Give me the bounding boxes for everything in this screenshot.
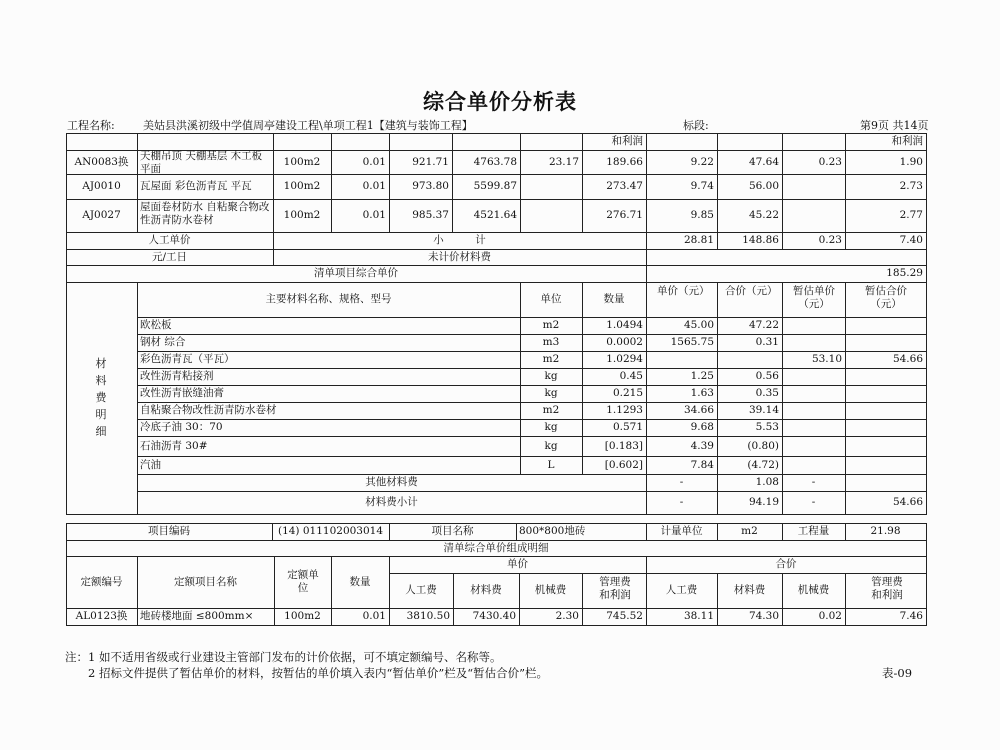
project-name: 美姑县洪溪初级中学值周亭建设工程\单项工程1【建筑与装饰工程】 [143,119,473,132]
materials-subtotal-est-amount: 54.66 [892,496,923,508]
material-price: 34.66 [683,404,714,416]
unit-mgmt: 276.71 [606,209,643,221]
unit-mgmt: 745.52 [606,610,643,622]
material-amount: 47.22 [748,319,779,331]
materials-subtotal-price: - [679,496,684,508]
total-mgmt: 2.73 [899,180,923,192]
other-est-amount [845,474,926,491]
total-mgmt: 1.90 [899,155,923,168]
material-qty: 1.0494 [606,319,643,331]
material-unit: m2 [542,404,560,416]
total-mgmt: 7.46 [899,610,923,622]
material-unit: L [547,458,555,471]
material-unit-header: 单位 [540,293,562,305]
quota-unit-header: 定额单位 [287,569,319,594]
unit-material: 7430.40 [472,610,516,622]
material-est-price [782,436,845,456]
material-est-price [782,317,845,334]
material-unit: m2 [542,319,560,331]
material-qty: 0.0002 [606,336,643,348]
measure-unit-label: 计量单位 [660,525,703,537]
material-name: 欧松板 [140,319,172,331]
note-2: 2 招标文件提供了暂估单价的材料，按暂估的单价填入表内“暂估单价”栏及“暂估合价”栏。 [88,666,548,680]
material-est-amount [845,419,926,436]
material-est-price [782,419,845,436]
unit-machine-header: 机械费 [534,584,567,596]
material-amount: (4.72) [747,458,779,471]
unit-labor: 3810.50 [406,610,450,622]
materials-subtotal-est-price: - [811,496,816,508]
composite-price-label: 清单项目综合单价 [314,267,398,279]
material-price: 9.68 [690,421,714,433]
unit-mgmt-header: 管理费和利润 [599,576,631,601]
subtotal-material: 148.86 [742,234,779,246]
quota-unit: 100m2 [284,610,321,622]
material-est-amount [845,317,926,334]
quota-unit: 100m2 [283,209,321,221]
project-label: 工程名称: [67,119,115,132]
material-qty: 1.1293 [606,404,643,416]
total-material: 74.30 [748,610,779,622]
mgmt-profit-header-total: 和利润 [891,135,923,147]
total-labor: 9.85 [690,209,714,221]
labor-price-label: 人工单价 [148,234,191,246]
material-name: 改性沥青嵌缝油膏 [140,387,224,399]
materials-side-label: 材料费明细 [95,357,107,438]
quota-unit: 100m2 [283,155,321,168]
total-mgmt: 2.77 [899,209,923,221]
note-1: 注：1 如不适用省级或行业建设主管部门发布的计价依据，可不填定额编号、名称等。 [65,650,502,664]
material-name: 石油沥青 30# [140,439,208,452]
material-amount: 0.31 [755,336,779,348]
material-price-header: 单价（元） [657,285,709,297]
quota-name: 屋面卷材防水 自粘聚合物改性沥青防水卷材 [140,201,270,226]
material-est-price [782,456,845,474]
quota-qty: 0.01 [362,209,386,221]
quota-qty: 0.01 [362,155,386,168]
material-amount: 0.35 [755,387,779,399]
unit-price-header: 单价 [507,558,528,570]
total-machine: 0.02 [818,610,842,622]
material-est-price [782,368,845,385]
unit-machine: 2.30 [555,610,579,622]
subtotal-labor: 28.81 [683,234,714,246]
total-mgmt-header: 管理费和利润 [871,576,903,601]
material-price: 1.63 [690,387,714,399]
total-labor: 38.11 [683,610,714,622]
material-qty-header: 数量 [603,293,625,305]
quota-name-header: 定额项目名称 [174,575,237,588]
unit-mgmt: 189.66 [606,155,643,168]
unit-material-header: 材料费 [470,584,502,596]
page-title: 综合单价分析表 [423,89,577,114]
unit-labor-header: 人工费 [405,584,437,596]
material-name: 汽油 [140,458,161,471]
unit-material: 4521.64 [473,209,517,221]
material-est-price-header: 暂估单价（元） [793,285,835,310]
material-price [646,351,717,368]
quota-qty: 0.01 [362,610,386,622]
quota-qty-header: 数量 [349,575,371,588]
unit-machine [520,199,582,232]
material-est-price [782,402,845,419]
material-name: 改性沥青粘接剂 [140,370,214,382]
measure-unit-value: m2 [741,525,758,537]
material-price: 45.00 [683,319,714,331]
materials-subtotal-amount: 94.19 [748,496,779,508]
unit-labor: 973.80 [412,180,449,192]
unit-machine: 23.17 [548,155,579,168]
material-unit: m2 [542,353,560,365]
total-machine-header: 机械费 [797,584,830,596]
per-day-label: 元/工日 [151,250,188,263]
material-price: 7.84 [690,458,714,471]
unit-machine [520,174,582,199]
subtotal-label: 小 计 [433,234,486,246]
material-est-amount [845,385,926,402]
material-qty: 1.0294 [606,353,643,365]
material-est-amount [845,456,926,474]
subtotal-machine: 0.23 [818,234,842,246]
total-machine [782,174,845,199]
unit-labor: 921.71 [412,155,449,168]
material-unit: kg [544,387,558,399]
quota-qty: 0.01 [362,180,386,192]
total-machine [782,199,845,232]
other-price: - [679,476,684,488]
material-unit: kg [544,421,558,433]
material-name: 自粘聚合物改性沥青防水卷材 [140,404,277,416]
quota-code: AL0123换 [75,610,128,622]
unpriced-material-label: 未计价材料费 [428,250,491,263]
material-unit: m3 [542,336,560,348]
unit-material: 4763.78 [473,155,517,168]
material-amount: (0.80) [747,439,779,452]
item-code-value: (14) 011102003014 [277,525,384,537]
quota-name: 天棚吊顶 天棚基层 木工板平面 [140,150,263,174]
material-est-amount [845,368,926,385]
material-name: 彩色沥青瓦（平瓦） [140,353,235,365]
material-amount: 39.14 [748,404,779,416]
section-label: 标段: [683,119,709,132]
material-est-price: 53.10 [811,353,842,365]
total-material: 45.22 [748,209,779,221]
quota-name: 地砖楼地面 ≤800mm× [140,610,254,622]
total-price-header: 合价 [775,558,797,570]
quota-code: AJ0027 [82,209,121,221]
material-est-price [782,334,845,351]
material-amount [717,351,782,368]
material-unit: kg [544,370,558,382]
item-code-label: 项目编码 [148,525,190,537]
total-labor: 9.22 [690,155,714,168]
material-qty: [0.602] [604,458,643,471]
material-est-price [782,385,845,402]
composition-label: 清单综合单价组成明细 [443,541,549,554]
material-est-amount [845,402,926,419]
material-qty: 0.45 [619,370,643,382]
quota-name: 瓦屋面 彩色沥青瓦 平瓦 [140,180,252,192]
material-qty: [0.183] [604,439,643,452]
composite-price-value: 185.29 [886,267,923,279]
material-est-amount [845,436,926,456]
item-name-label: 项目名称 [431,525,474,537]
material-amount: 5.53 [755,421,779,433]
quota-unit: 100m2 [283,180,321,192]
subtotal-mgmt: 7.40 [899,234,923,246]
materials-subtotal-label: 材料费小计 [365,496,418,508]
material-amount-header: 合价（元） [725,285,777,297]
unit-material: 5599.87 [473,180,517,192]
unit-labor: 985.37 [412,209,449,221]
material-price: 4.39 [690,439,714,452]
total-material-header: 材料费 [733,584,766,596]
other-amount: 1.08 [755,476,779,488]
quota-code: AN0083换 [74,155,129,168]
material-price: 1.25 [690,370,714,382]
material-name: 钢材 综合 [140,336,186,348]
item-name-value: 800*800地砖 [519,525,586,537]
material-price: 1565.75 [670,336,714,348]
total-machine: 0.23 [818,155,842,168]
other-est-price: - [811,476,816,488]
material-name-header: 主要材料名称、规格、型号 [265,293,392,305]
total-labor: 9.74 [690,180,714,192]
mgmt-profit-header-unit: 和利润 [611,135,643,147]
material-unit: kg [544,439,558,452]
total-labor-header: 人工费 [665,584,698,596]
quota-code: AJ0010 [82,180,121,192]
material-est-amount [845,334,926,351]
other-materials-label: 其他材料费 [365,476,418,488]
material-amount: 0.56 [755,370,779,382]
material-est-amount-header: 暂估合价（元） [865,285,907,310]
total-material: 56.00 [748,180,779,192]
total-material: 47.64 [748,155,779,168]
material-est-amount: 54.66 [892,353,923,365]
unit-mgmt: 273.47 [606,180,643,192]
material-qty: 0.215 [612,387,643,399]
material-qty: 0.571 [612,421,643,433]
quota-code-header: 定额编号 [80,575,123,588]
page-info: 第9页 共14页 [860,119,929,132]
quantity-label: 工程量 [797,525,830,537]
quantity-value: 21.98 [870,525,901,537]
table-number: 表-09 [882,666,913,680]
material-name: 冷底子油 30：70 [140,421,223,433]
